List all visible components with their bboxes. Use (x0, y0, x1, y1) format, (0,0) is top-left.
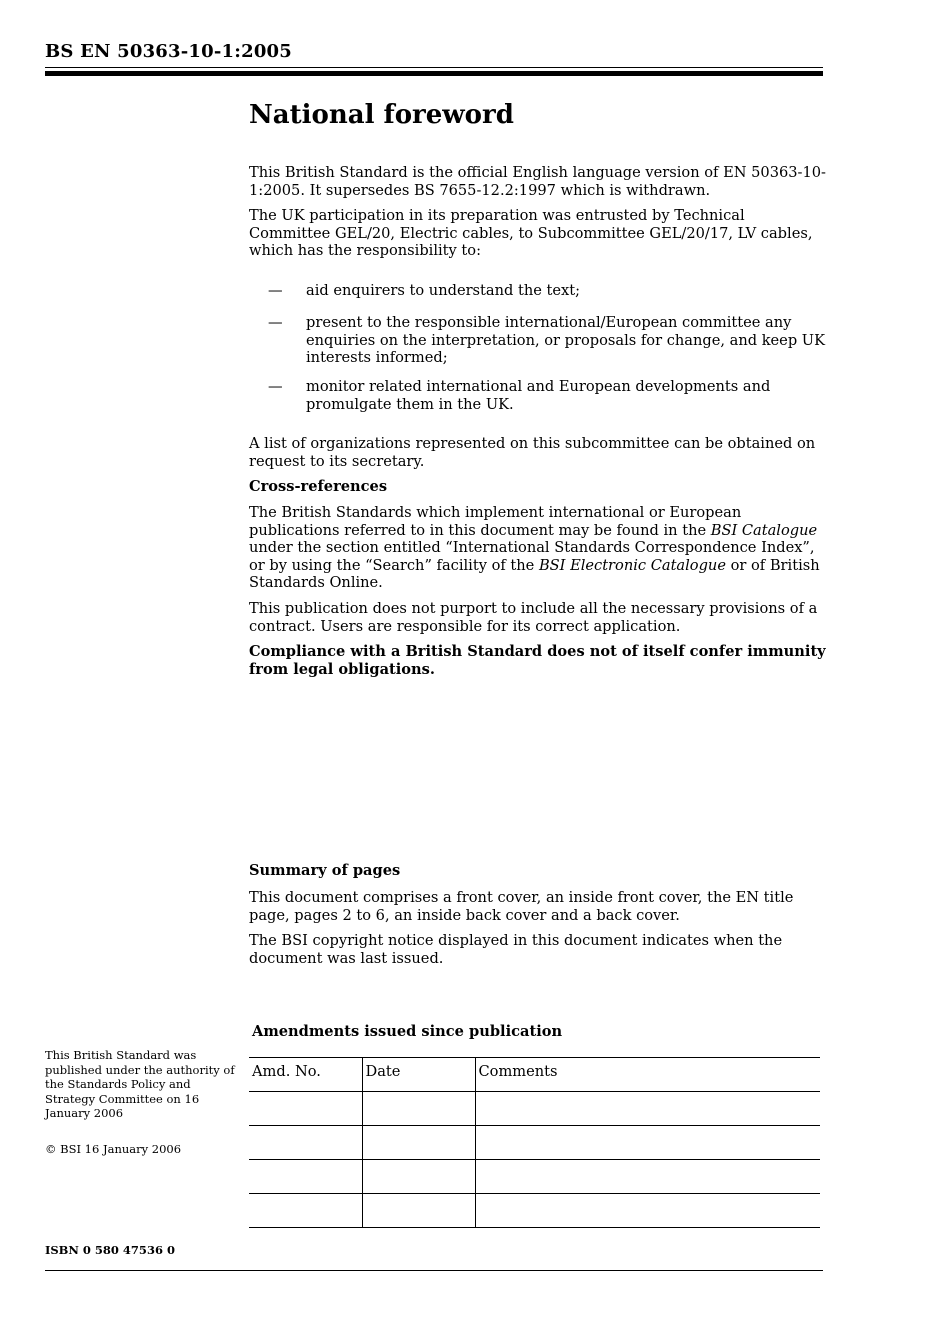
column-header-comments: Comments (475, 1058, 820, 1092)
organizations-paragraph (249, 435, 827, 470)
cross-references-heading: Cross-references (249, 478, 388, 495)
column-header-date: Date (362, 1058, 475, 1092)
table-cell (475, 1160, 820, 1194)
table-cell (475, 1126, 820, 1160)
intro-text: This British Standard is the official English language version of EN 50363-10-1:2005. It supersedes BS 7655-12.2:1997 which is withdrawn. (249, 164, 826, 199)
table-cell (249, 1194, 362, 1228)
page-title: National foreword (249, 100, 514, 130)
table-row (249, 1194, 820, 1228)
intro-paragraph (249, 164, 827, 199)
copyright-line: © BSI 16 January 2006 (45, 1142, 182, 1156)
table-cell (249, 1092, 362, 1126)
responsibility-text: monitor related international and European developments and promulgate them in the UK. (306, 378, 771, 413)
bsi-catalogue-title: BSI Catalogue (710, 521, 818, 539)
column-header-amd-no: Amd. No. (249, 1058, 362, 1092)
summary-heading: Summary of pages (249, 862, 401, 879)
table-header-row (249, 1058, 820, 1092)
table-cell (249, 1160, 362, 1194)
provisions-paragraph (249, 600, 827, 635)
dash-marker: — (268, 314, 283, 331)
participation-text: The UK participation in its preparation was entrusted by Technical Committee GEL/20, Electric cables, to Subcommittee GEL/20/17, LV cables, which has the responsibility to: (249, 207, 813, 260)
isbn: ISBN 0 580 47536 0 (45, 1243, 175, 1257)
table-cell (475, 1092, 820, 1126)
copyright-notice-text: The BSI copyright notice displayed in this document indicates when the document was last issued. (249, 932, 783, 967)
table-cell (362, 1160, 475, 1194)
cross-ref-text-a: The British Standards which implement international or European publications referred to in this document may be found in the (249, 504, 742, 539)
dash-marker: — (268, 378, 283, 395)
cross-ref-text-c: or of British Standards Online. (249, 556, 820, 592)
organizations-text: A list of organizations represented on this subcommittee can be obtained on request to its secretary. (249, 435, 816, 470)
table-row (249, 1092, 820, 1126)
table-cell (362, 1194, 475, 1228)
header-rule-thin (45, 67, 823, 68)
publication-authority-note (45, 1048, 235, 1121)
table-row (249, 1160, 820, 1194)
amendments-table (249, 1057, 820, 1228)
bsi-electronic-catalogue-title: BSI Electronic Catalogue (538, 556, 726, 574)
copyright-notice-paragraph (249, 932, 827, 967)
participation-paragraph (249, 207, 827, 260)
amendments-title: Amendments issued since publication (252, 1023, 563, 1040)
table-cell (362, 1126, 475, 1160)
cross-references-paragraph (249, 504, 827, 592)
table-cell (362, 1092, 475, 1126)
header-rule-thick (45, 71, 823, 76)
responsibility-text: present to the responsible international/European committee any enquiries on the interpretation, or proposals for change, and keep UK interests informed; (306, 314, 826, 367)
table-cell (249, 1126, 362, 1160)
document-id-header: BS EN 50363-10-1:2005 (45, 41, 292, 62)
table-row (249, 1126, 820, 1160)
dash-marker: — (268, 282, 283, 299)
table-cell (475, 1194, 820, 1228)
cross-ref-text-b: under the section entitled “International Standards Correspondence Index”, or by using the “Search” facility of the (249, 539, 815, 574)
summary-paragraph (249, 889, 827, 924)
provisions-text: This publication does not purport to include all the necessary provisions of a contract. Users are responsible for its correct application. (249, 600, 818, 635)
cross-references-text (249, 504, 827, 592)
compliance-statement: Compliance with a British Standard does not of itself confer immunity from legal obligations. (249, 643, 826, 678)
responsibility-text: aid enquirers to understand the text; (306, 282, 581, 299)
publication-authority-text: This British Standard was published under the authority of the Standards Policy and Strategy Committee on 16 January 2006 (45, 1048, 235, 1121)
summary-text: This document comprises a front cover, an inside front cover, the EN title page, pages 2 to 6, an inside back cover and a back cover. (249, 889, 794, 924)
footer-rule (45, 1270, 823, 1271)
